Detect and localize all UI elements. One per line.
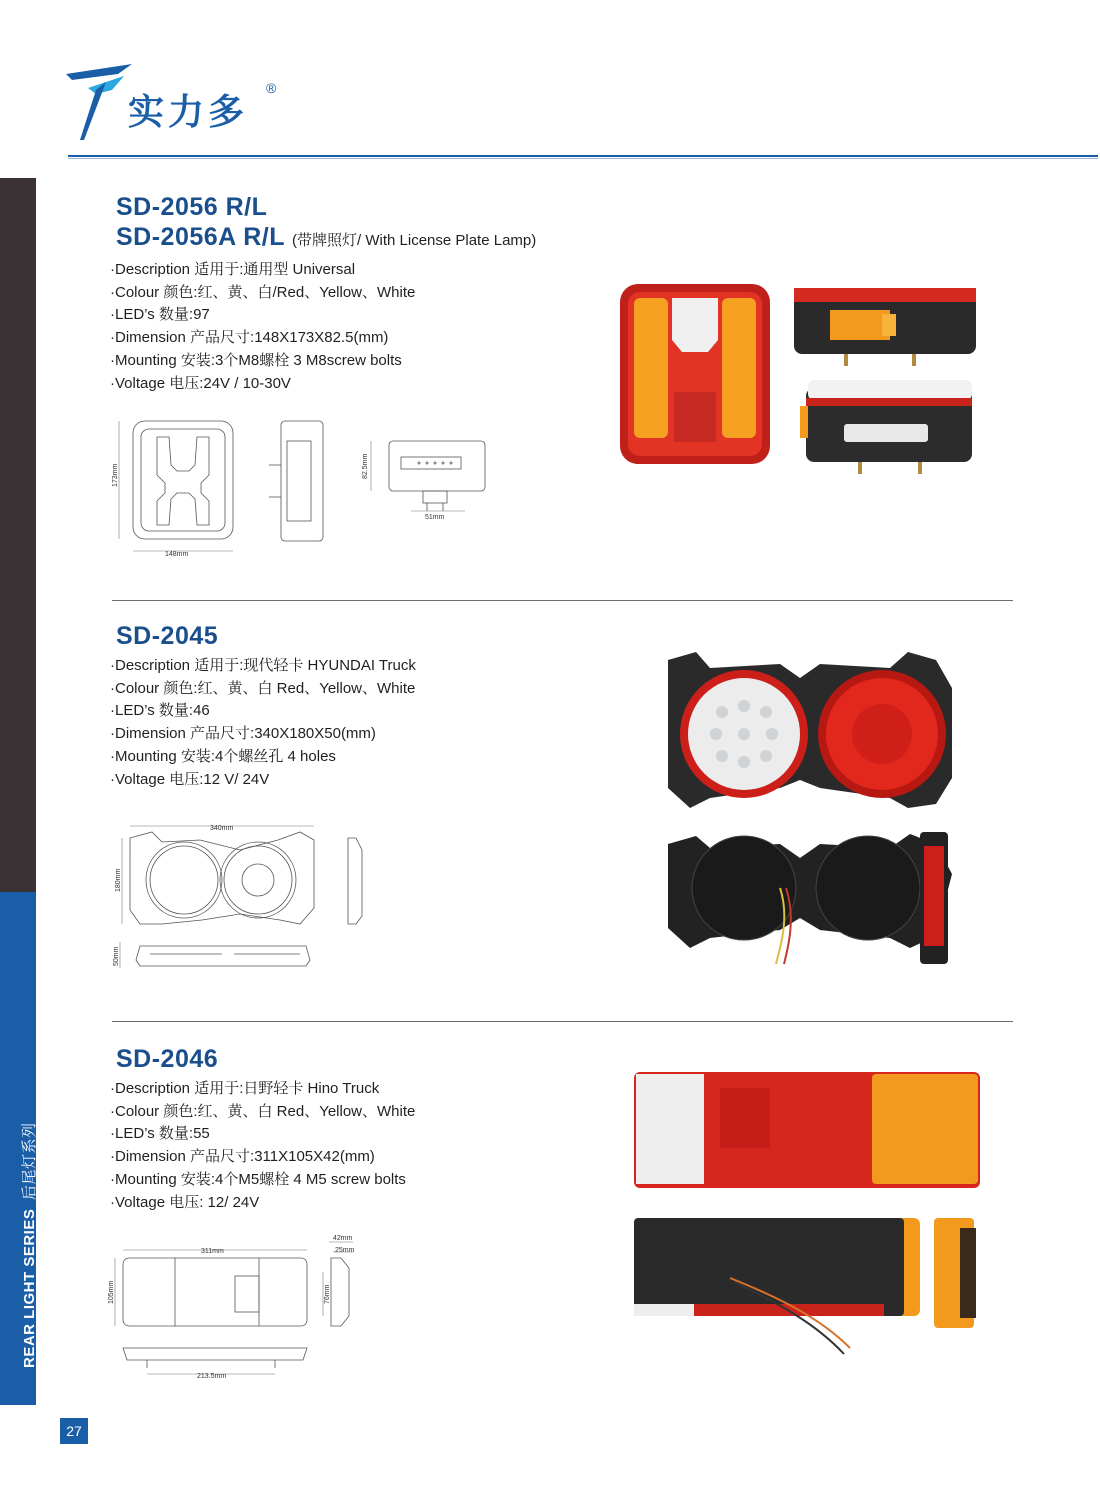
product-photo-sd2046 [630,1068,990,1358]
registered-mark: ® [266,80,277,96]
spec-dimension: ·Dimension 产品尺寸:340X180X50(mm) [110,725,376,743]
model-alt-note: (带牌照灯/ With License Plate Lamp) [292,232,537,249]
section-divider [112,1021,1013,1022]
model-title-alt [116,223,536,252]
dim-depth-inner: 25mm [335,1247,355,1254]
section-divider [112,600,1013,601]
dim-side: 51mm [425,514,445,521]
technical-drawing [105,415,495,565]
technical-drawing [110,820,380,975]
dim-height: 173mm [112,463,119,487]
spec-leds: ·LED’s 数量:97 [110,306,210,324]
model-alt: SD-2056A R/L [116,223,285,251]
spec-colour: ·Colour 颜色:红、黄、白/Red、Yellow、White [110,283,416,301]
sidebar-series-label [18,1122,39,1368]
spec-voltage: ·Voltage 电压:24V / 10-30V [110,374,291,392]
series-cn: 后尾灯系列 [21,1122,38,1200]
spec-mounting: ·Mounting 安装:4个螺丝孔 4 holes [110,747,336,765]
dim-height: 105mm [108,1280,115,1304]
model-title: SD-2046 [116,1045,219,1073]
spec-colour: ·Colour 颜色:红、黄、白 Red、Yellow、White [110,679,416,697]
spec-list [110,259,415,395]
brand-name: 实力多 [128,92,249,133]
spec-description: ·Description 适用于:日野轻卡 Hino Truck [110,1080,380,1097]
spec-list [110,655,416,791]
series-en: REAR LIGHT SERIES [21,1208,38,1368]
spec-colour: ·Colour 颜色:红、黄、白 Red、Yellow、White [110,1102,416,1120]
header-rule-thin [68,158,1098,159]
dim-depth: 50mm [113,946,120,966]
product-photo-sd2045 [660,648,980,968]
spec-list [110,1078,415,1214]
dim-width: 311mm [201,1248,224,1255]
dim-depth: 82.5mm [362,453,369,479]
dim-height: 180mm [115,868,122,892]
spec-mounting: ·Mounting 安装:3个M8螺栓 3 M8screw bolts [110,351,402,369]
dim-width: 148mm [165,551,189,558]
dim-bottom: 213.5mm [197,1373,227,1380]
spec-leds: ·LED’s 数量:55 [110,1125,210,1143]
model-title: SD-2045 [116,622,219,650]
model-title: SD-2056 R/L [116,193,268,221]
sidebar-dark-band [0,178,36,892]
spec-dimension: ·Dimension 产品尺寸:311X105X42(mm) [110,1148,375,1166]
technical-drawing [105,1232,365,1382]
spec-description: ·Description 适用于:现代轻卡 HYUNDAI Truck [110,657,416,674]
spec-mounting: ·Mounting 安装:4个M5螺栓 4 M5 screw bolts [110,1170,406,1188]
dim-depth: 42mm [333,1235,353,1242]
spec-voltage: ·Voltage 电压: 12/ 24V [110,1193,260,1211]
dim-inner-height: 76mm [324,1284,331,1304]
page-number: 27 [60,1418,88,1444]
dim-width: 340mm [210,825,234,832]
spec-description: ·Description 适用于:通用型 Universal [110,261,356,278]
header-rule [68,155,1098,157]
spec-dimension: ·Dimension 产品尺寸:148X173X82.5(mm) [110,329,389,347]
spec-leds: ·LED’s 数量:46 [110,702,210,720]
spec-voltage: ·Voltage 电压:12 V/ 24V [110,770,270,788]
product-photo-sd2056 [618,280,988,480]
